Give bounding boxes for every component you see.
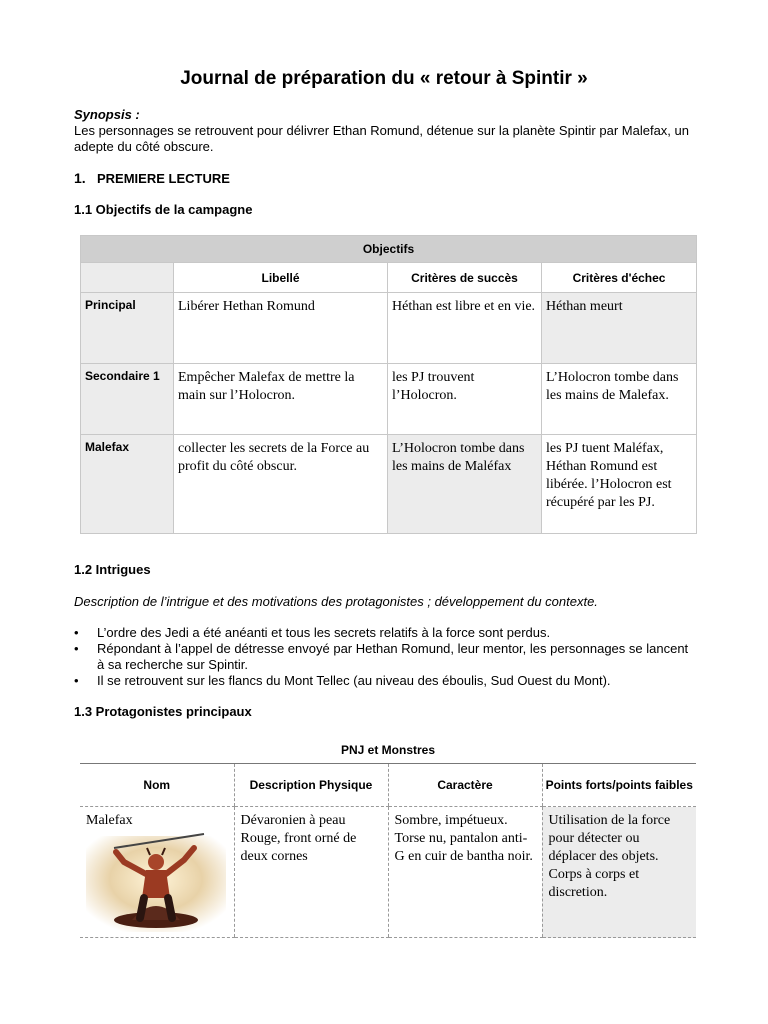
cell-echec: L’Holocron tombe dans les mains de Malefax. (542, 364, 697, 435)
objectifs-header-blank (81, 263, 174, 293)
table-row (80, 807, 696, 938)
malefax-portrait-image (86, 832, 226, 932)
list-item-text: L’ordre des Jedi a été anéanti et tous les secrets relatifs à la force sont perdus. (97, 625, 551, 640)
table-row (81, 293, 697, 364)
section-1-heading (74, 170, 230, 186)
row-label: Malefax (81, 435, 174, 534)
objectifs-header-libelle: Libellé (174, 263, 388, 293)
cell-succes: Héthan est libre et en vie. (388, 293, 542, 364)
section-1-2-heading: 1.2 Intrigues (74, 562, 151, 577)
pnj-header-description: Description Physique (234, 764, 388, 807)
section-1-3-heading: 1.3 Protagonistes principaux (74, 704, 252, 719)
intrigue-intro: Description de l’intrigue et des motivations des protagonistes ; développement du contexte. (74, 594, 598, 609)
cell-echec: les PJ tuent Maléfax, Héthan Romund est libérée. l’Holocron est récupéré par les PJ. (542, 435, 697, 534)
cell-succes: L’Holocron tombe dans les mains de Maléfax (388, 435, 542, 534)
cell-libelle: Empêcher Malefax de mettre la main sur l’Holocron. (174, 364, 388, 435)
section-1-number: 1. (74, 170, 86, 186)
bullet-icon: • (74, 625, 79, 640)
pnj-header-points: Points forts/points faibles (542, 764, 696, 807)
list-item (74, 673, 696, 689)
cell-description: Dévaronien à peau Rouge, front orné de deux cornes (234, 807, 388, 938)
pnj-header-nom: Nom (80, 764, 234, 807)
cell-libelle: collecter les secrets de la Force au profit du côté obscur. (174, 435, 388, 534)
intrigue-list (74, 625, 696, 689)
cell-caractere: Sombre, impétueux. Torse nu, pantalon anti-G en cuir de bantha noir. (388, 807, 542, 938)
synopsis-label: Synopsis : (74, 107, 140, 122)
section-1-1-heading: 1.1 Objectifs de la campagne (74, 202, 253, 217)
list-item (74, 641, 696, 673)
objectifs-caption: Objectifs (81, 236, 697, 263)
pnj-caption: PNJ et Monstres (340, 743, 436, 757)
list-item-text: Répondant à l’appel de détresse envoyé par Hethan Romund, leur mentor, les personnages se lancent à sa recherche sur Spintir. (97, 641, 689, 672)
synopsis-text: Les personnages se retrouvent pour délivrer Ethan Romund, détenue sur la planète Spintir par Malefax, un adepte du côté obscure. (74, 123, 689, 154)
objectifs-table (80, 235, 697, 534)
pnj-name: Malefax (86, 813, 133, 828)
list-item-text: Il se retrouvent sur les flancs du Mont Tellec (au niveau des éboulis, Sud Ouest du Mont). (97, 673, 611, 688)
table-row (81, 364, 697, 435)
cell-libelle: Libérer Hethan Romund (174, 293, 388, 364)
cell-succes: les PJ trouvent l’Holocron. (388, 364, 542, 435)
bullet-icon: • (74, 673, 79, 688)
row-label: Principal (81, 293, 174, 364)
bullet-icon: • (74, 641, 79, 656)
cell-nom (80, 807, 234, 938)
list-item (74, 625, 696, 641)
pnj-header-caractere: Caractère (388, 764, 542, 807)
section-1-title: PREMIERE LECTURE (97, 171, 230, 186)
cell-points: Utilisation de la force pour détecter ou déplacer des objets. Corps à corps et discretion. (542, 807, 696, 938)
document-title: Journal de préparation du « retour à Spintir » (180, 68, 588, 89)
objectifs-header-echec: Critères d'échec (542, 263, 697, 293)
objectifs-header-succes: Critères de succès (388, 263, 542, 293)
table-row (81, 435, 697, 534)
row-label: Secondaire 1 (81, 364, 174, 435)
cell-echec: Héthan meurt (542, 293, 697, 364)
pnj-table (80, 763, 696, 938)
